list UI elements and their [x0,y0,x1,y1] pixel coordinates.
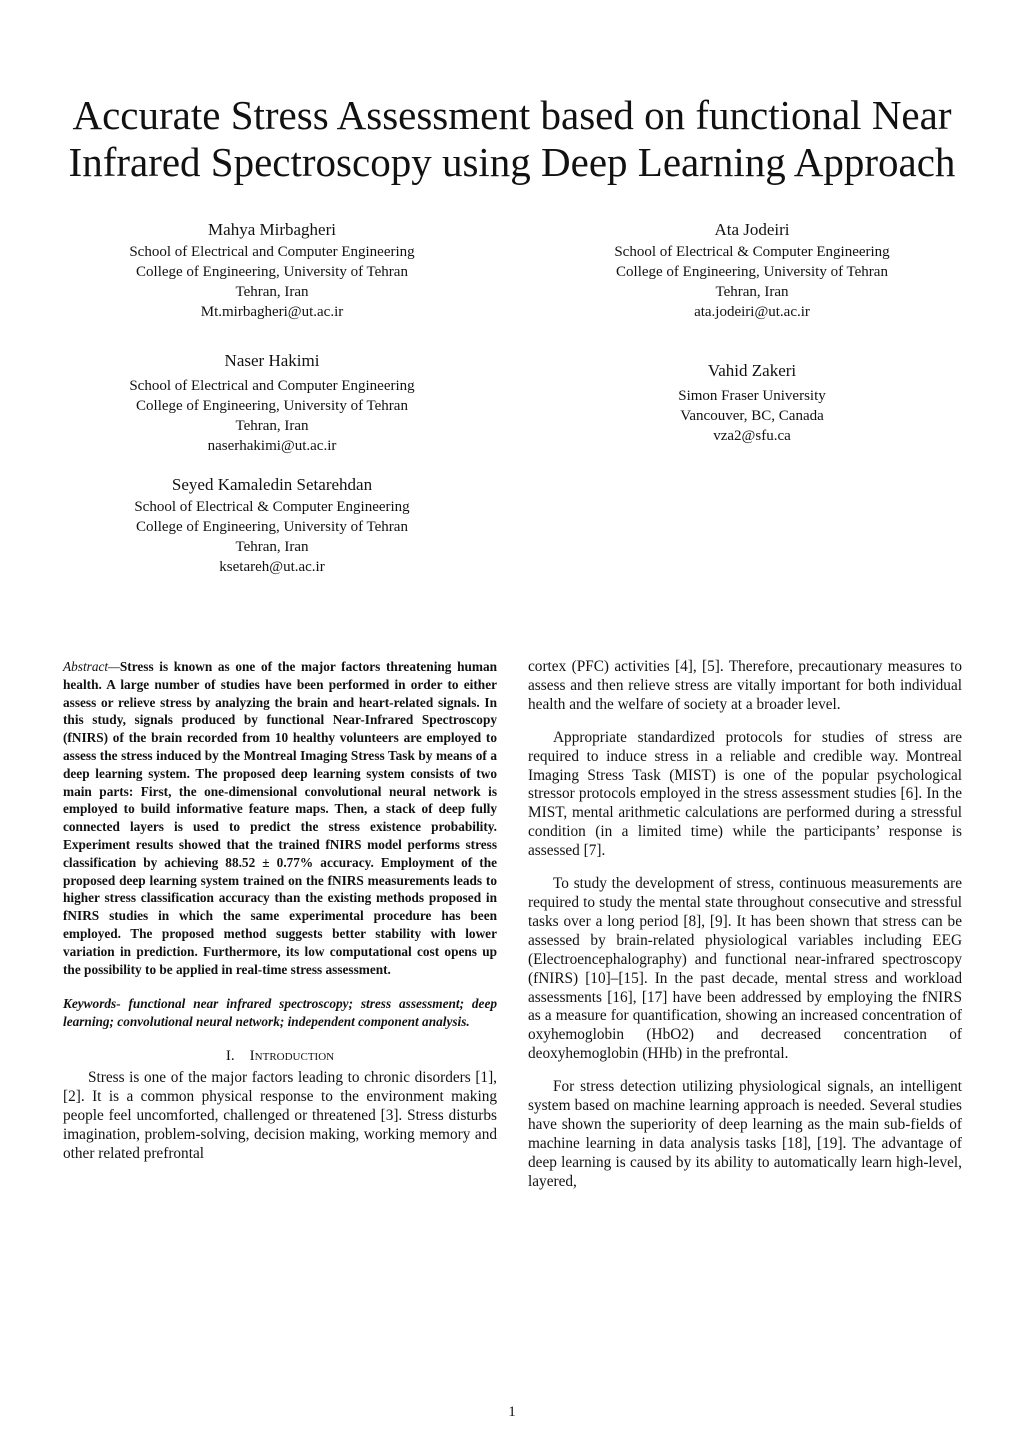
section-heading [63,1047,497,1065]
author-block [542,219,962,322]
author-location: Tehran, Iran [235,418,309,434]
author-affiliation: School of Electrical and Computer Engineering [129,244,415,260]
author-location: Tehran, Iran [715,284,789,300]
author-affiliation: College of Engineering, University of Tehran [136,519,408,535]
abstract-text: Stress is known as one of the major factors threatening human health. A large number of studies have been performed in order to either assess or relieve stress by analyzing the brain and heart-related signals. In this study, signals produced by functional Near-Infrared Spectroscopy (fNIRS) of the brain recorded from 10 healthy volunteers are employed to assess the stress induced by the Montreal Imaging Stress Task by means of a deep learning system. The proposed deep learning system consists of two main parts: First, the one-dimensional convolutional neural network is employed to build informative feature maps. Then, a stack of deep fully connected layers is used to predict the stress existence probability. Experiment results showed that the trained fNIRS model performs stress classification by achieving 88.52 ± 0.77% accuracy. Employment of the proposed deep learning system trained on the fNIRS measurements leads to higher stress classification accuracy than the existing methods proposed in fNIRS studies in which the same experimental procedure has been employed. The proposed method suggests better stability with lower variation in prediction. Furthermore, its low computational cost opens up the possibility to be applied in real-time stress assessment. [63,659,497,977]
author-name: Mahya Mirbagheri [208,220,336,239]
author-affiliation: School of Electrical and Computer Engineering [129,378,415,394]
author-block [62,219,482,322]
author-name: Vahid Zakeri [707,361,797,380]
right-column [528,658,962,1192]
left-column [63,658,497,1163]
intro-paragraph: Stress is one of the major factors leading to chronic disorders [1], [2]. It is a common physical response to the environment making people feel uncomforted, challenged or threatened [3]. Stress disturbs imagination, problem-solving, decision making, working memory and other related prefrontal [63,1068,497,1162]
author-email: naserhakimi@ut.ac.ir [207,438,337,454]
author-name: Seyed Kamaledin Setarehdan [171,475,373,494]
keywords: Keywords- functional near infrared spectroscopy; stress assessment; deep learning; convolutional neural network; independent component analysis. [63,996,497,1030]
author-block [62,350,482,456]
body-paragraph: Appropriate standardized protocols for studies of stress are required to induce stress in a reliable and credible way. Montreal Imaging Stress Task (MIST) is one of the popular psychological stressor protocols employed in the stress assessment studies [6]. In the MIST, mental arithmetic calculations are performed during a stressful condition (in a limited time) while the participants’ response is assessed [7]. [528,728,962,860]
author-block [62,474,482,577]
author-affiliation: School of Electrical & Computer Engineering [134,499,410,515]
author-affiliation: Simon Fraser University [678,388,826,404]
author-affiliation: College of Engineering, University of Tehran [616,264,888,280]
title-line-1: Accurate Stress Assessment based on functional Near [72,92,952,138]
author-block [542,360,962,446]
body-paragraph: To study the development of stress, continuous measurements are required to study the mental state throughout consecutive and stressful tasks over a long period [8], [9]. It has been shown that stress can be assessed by brain-related physiological variables including EEG (Electroencephalography) and functional near-infrared spectroscopy (fNIRS) [10]–[15]. In the past decade, mental stress and workload assessments [16], [17] have been addressed by employing the fNIRS as a measure for quantification, showing an increased concentration of oxyhemoglobin (HbO2) and decreased concentration of deoxyhemoglobin (HHb) in the prefrontal. [528,875,962,1063]
abstract-lead: Abstract— [63,659,120,674]
author-email: Mt.mirbagheri@ut.ac.ir [200,304,344,320]
body-paragraph: For stress detection utilizing physiological signals, an intelligent system based on machine learning approach is needed. Several studies have shown the superiority of deep learning as the main sub-fields of machine learning in data analysis tasks [18], [19]. The advantage of deep learning is caused by its ability to automatically learn high-level, layered, [528,1078,962,1190]
section-title: Introduction [249,1047,335,1064]
author-location: Vancouver, BC, Canada [680,408,824,424]
author-email: ata.jodeiri@ut.ac.ir [694,304,810,320]
author-name: Naser Hakimi [224,351,320,370]
author-email: vza2@sfu.ca [713,428,791,444]
author-affiliation: College of Engineering, University of Tehran [136,264,408,280]
body-paragraph: cortex (PFC) activities [4], [5]. Therefore, precautionary measures to assess and then relieve stress are vitally important for both individual health and the welfare of society at a broader level. [528,658,962,713]
author-affiliation: College of Engineering, University of Tehran [136,398,408,414]
title-line-2: Infrared Spectroscopy using Deep Learning Approach [68,139,956,185]
abstract [63,658,497,978]
author-location: Tehran, Iran [235,284,309,300]
author-email: ksetareh@ut.ac.ir [219,559,325,575]
section-number: I. [225,1047,235,1064]
page-number: 1 [508,1404,516,1420]
paper-title [30,92,994,186]
author-location: Tehran, Iran [235,539,309,555]
author-name: Ata Jodeiri [714,220,790,239]
author-affiliation: School of Electrical & Computer Engineering [614,244,890,260]
